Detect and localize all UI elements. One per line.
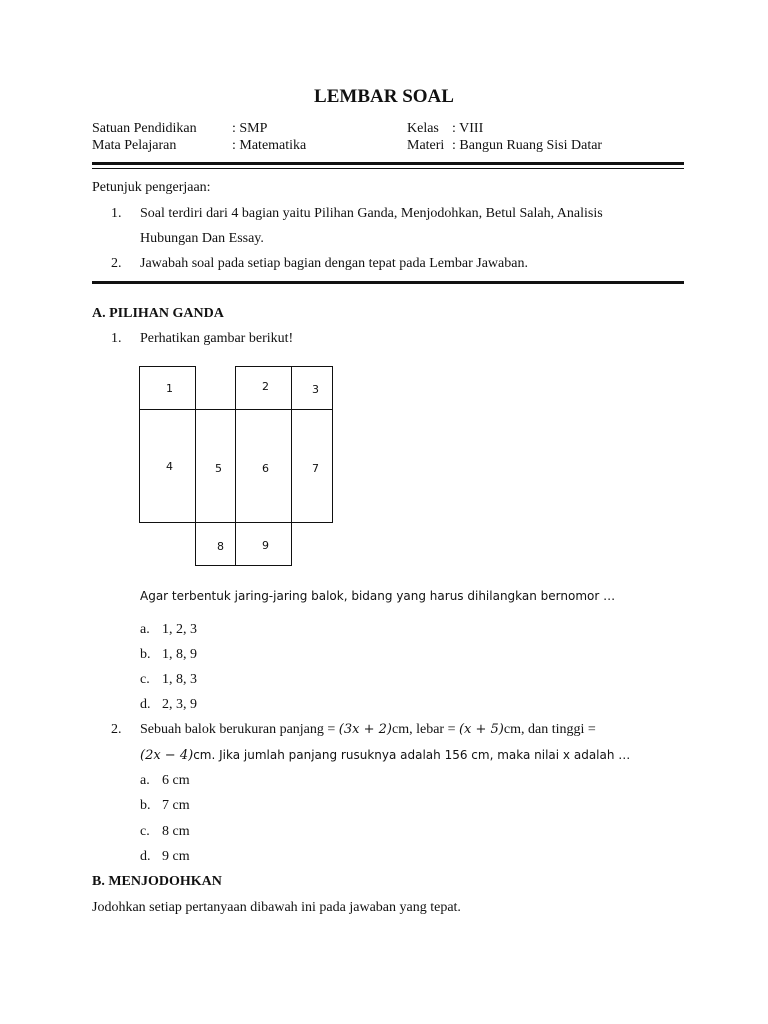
q2-option-b-letter: b. <box>140 798 151 813</box>
q1-number: 1. <box>111 331 122 346</box>
q2-option-a-text: 6 cm <box>162 773 190 788</box>
instruction-1-line2: Hubungan Dan Essay. <box>140 231 264 246</box>
kelas-label: Kelas <box>407 121 439 136</box>
q2-text-a: Sebuah balok berukuran panjang = <box>140 722 339 737</box>
q1-option-c-text: 1, 8, 3 <box>162 672 197 687</box>
q2-number: 2. <box>111 722 122 737</box>
header-rule-thin <box>92 168 684 169</box>
q2-panjang-expr: (3x + 2) <box>338 722 392 737</box>
q1-option-d-text: 2, 3, 9 <box>162 697 197 712</box>
q2-text-e: cm, dan tinggi = <box>503 722 596 737</box>
mapel-label: Mata Pelajaran <box>92 138 177 153</box>
section-b-text: Jodohkan setiap pertanyaan dibawah ini pada jawaban yang tepat. <box>92 900 461 915</box>
q1-option-a-text: 1, 2, 3 <box>162 622 197 637</box>
net-label-8: 8 <box>217 540 224 553</box>
net-label-5: 5 <box>215 462 222 475</box>
q2-tinggi-expr: (2x − 4) <box>140 748 194 763</box>
net-label-2: 2 <box>262 380 269 393</box>
instructions-rule <box>92 281 684 284</box>
q1-question: Agar terbentuk jaring-jaring balok, bidang yang harus dihilangkan bernomor … <box>140 589 616 603</box>
instruction-1-line1: Soal terdiri dari 4 bagian yaitu Pilihan Ganda, Menjodohkan, Betul Salah, Analisis <box>140 206 603 221</box>
satuan-label: Satuan Pendidikan <box>92 121 197 136</box>
q1-option-d-letter: d. <box>140 697 151 712</box>
net-label-9: 9 <box>262 539 269 552</box>
q2-lebar-expr: (x + 5) <box>458 722 504 737</box>
instruction-1-num: 1. <box>111 206 122 221</box>
page-title: LEMBAR SOAL <box>314 86 454 107</box>
q2-text-rest: cm. Jika jumlah panjang rusuknya adalah 156 cm, maka nilai x adalah … <box>193 748 631 762</box>
q2-option-d-letter: d. <box>140 849 151 864</box>
net-label-4: 4 <box>166 460 173 473</box>
q2-option-c-letter: c. <box>140 824 150 839</box>
q2-line2 <box>140 748 630 764</box>
q2-line1 <box>140 722 596 738</box>
q2-text-c: cm, lebar = <box>391 722 459 737</box>
kelas-value: : VIII <box>452 121 484 136</box>
instruction-2-num: 2. <box>111 256 122 271</box>
satuan-value: : SMP <box>232 121 268 136</box>
section-b-heading: B. MENJODOHKAN <box>92 874 222 889</box>
q1-option-b-letter: b. <box>140 647 151 662</box>
materi-value: : Bangun Ruang Sisi Datar <box>452 138 603 153</box>
header-rule-thick <box>92 162 684 165</box>
net-label-6: 6 <box>262 462 269 475</box>
q1-option-a-letter: a. <box>140 622 150 637</box>
instructions-heading: Petunjuk pengerjaan: <box>92 180 211 195</box>
q2-option-d-text: 9 cm <box>162 849 190 864</box>
q1-option-b-text: 1, 8, 9 <box>162 647 197 662</box>
q2-option-a-letter: a. <box>140 773 150 788</box>
q1-text: Perhatikan gambar berikut! <box>140 331 294 346</box>
instruction-2-line1: Jawabah soal pada setiap bagian dengan tepat pada Lembar Jawaban. <box>140 256 528 271</box>
materi-label: Materi <box>407 138 445 153</box>
mapel-value: : Matematika <box>232 138 307 153</box>
net-label-3: 3 <box>312 383 319 396</box>
q2-option-c-text: 8 cm <box>162 824 190 839</box>
net-label-1: 1 <box>166 382 173 395</box>
q2-option-b-text: 7 cm <box>162 798 190 813</box>
q1-option-c-letter: c. <box>140 672 150 687</box>
section-a-heading: A. PILIHAN GANDA <box>92 306 224 321</box>
net-face-8 <box>195 522 236 566</box>
net-label-7: 7 <box>312 462 319 475</box>
